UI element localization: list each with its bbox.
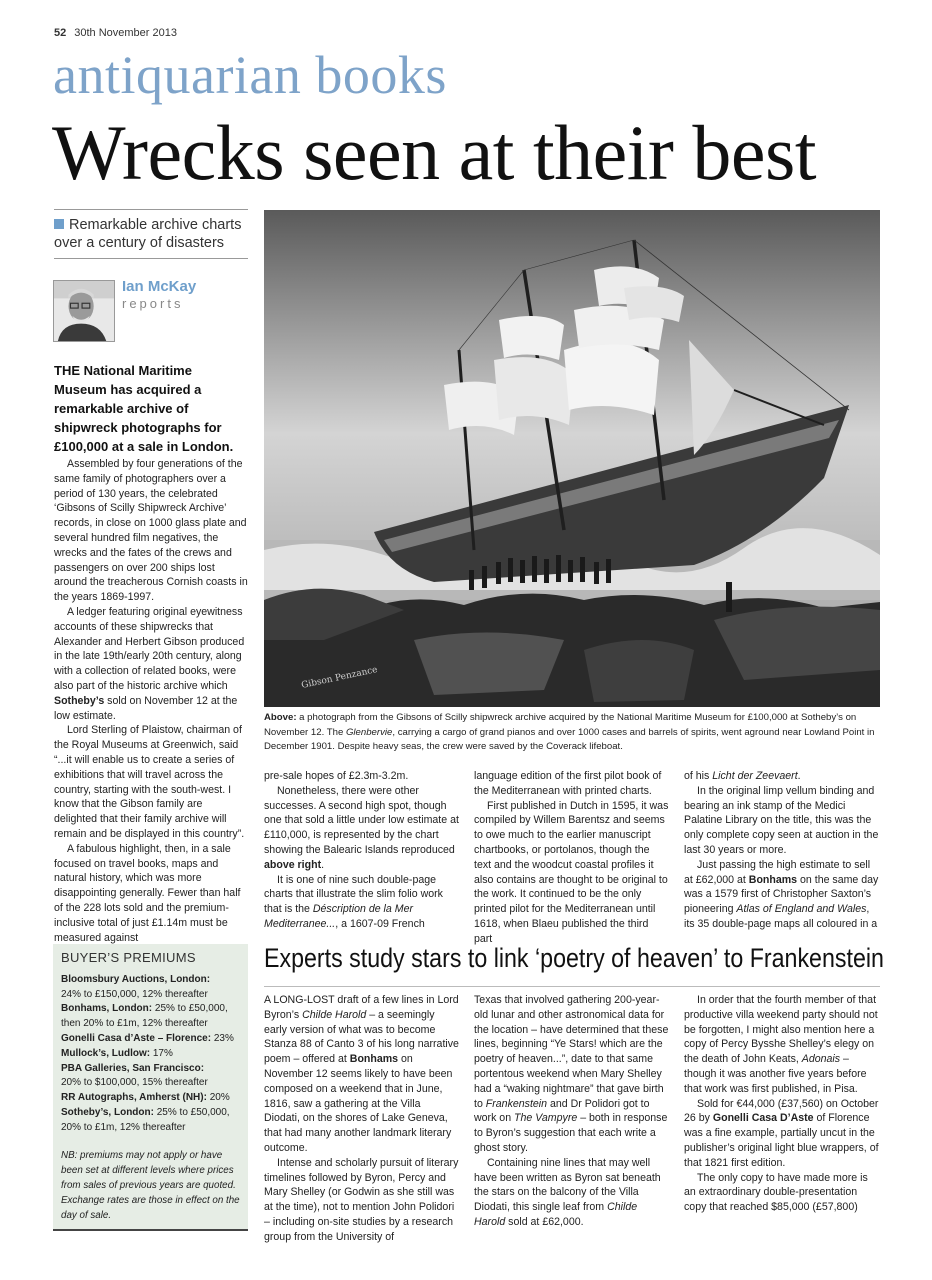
paragraph: In the original limp vellum binding and bearing an ink stamp of the Medici Palatine Library on the title, this was the only complete copy seen at auction in the last 30 years or more. — [684, 784, 879, 856]
standfirst-text: Remarkable archive charts over a century of disasters — [54, 217, 242, 251]
paragraph: Assembled by four generations of the same family of photographers over a period of 130 years, the celebrated ‘Gibsons of Scilly Shipwreck Archive’ records, in close on 1000 glass plate and several hundred film negatives, the wrecks and the fates of the crews and passengers on over 200 ships lost around the treacherous Cornish coasts in the years 1869-1997. — [54, 458, 248, 604]
paragraph: Intense and scholarly pursuit of literary timelines followed by Byron, Percy and Mary Shelley (or Godwin as she still was at the time), not to mention John Polidori – including on-site studies by a research group from the University of — [264, 1156, 459, 1243]
premium-item: Bonhams, London: 25% to £50,000, then 20% to £1m, 12% thereafter — [61, 1003, 228, 1030]
paragraph: language edition of the first pilot book of the Mediterranean with printed charts. — [474, 770, 662, 797]
paragraph: Texas that involved gathering 200-year-old lunar and other astronomical data for the location – have determined that these lines, beginning “Ye Stars! which are the poetry of heaven...”, date to that same portentous weekend when Mary Shelley had a “waking nightmare” that gave birth to Frankenstein and Dr Polidori got to work on The Vampyre – both in response to Byron’s suggestion that each write a ghost story. — [474, 994, 669, 1154]
paragraph: pre-sale hopes of £2.3m-3.2m. — [264, 770, 409, 782]
paragraph: Nonetheless, there were other successes. A second high spot, though one that sold a little under low estimate at £110,000, is represented by the chart showing the Balearic Islands reproduced above right. — [264, 784, 459, 871]
buyers-premiums-box — [53, 944, 248, 1231]
author-role: reports — [122, 296, 184, 311]
issue-date: 30th November 2013 — [74, 27, 177, 39]
paragraph: A LONG-LOST draft of a few lines in Lord Byron’s Childe Harold – a seemingly early version of what was to become Stanza 88 of Canto 3 of his long narrative poem – offered at Bonhams on November 12 seems likely to have been composed on a weekend that in June, 1816, saw a gathering at the Villa Diodati, on the shores of Lake Geneva, that had many another landmark literary outcome. — [264, 994, 459, 1154]
shipwreck-photo — [264, 210, 880, 707]
paragraph: Just passing the high estimate to sell at £62,000 at Bonhams on the same day was a 1579 first of Christopher Saxton’s pioneering Atlas of England and Wales, its 35 double-page maps all coloured in a — [684, 858, 879, 930]
paragraph: In order that the fourth member of that productive villa weekend party should not be forgotten, I might also mention here a copy of Percy Bysshe Shelley’s elegy on the death of John Keats, Adonais – though it was another five years before that work was first published, in Pisa. — [684, 994, 878, 1095]
premium-item: RR Autographs, Amherst (NH): 20% — [61, 1092, 230, 1104]
premium-item: Mullock’s, Ludlow: 17% — [61, 1047, 173, 1059]
paragraph: Containing nine lines that may well have been written as Byron sat beneath the stars on the balcony of the Villa Diodati, this single leaf from Childe Harold sold at £62,000. — [474, 1156, 661, 1228]
photo-signature: Gibson Penzance — [300, 665, 379, 691]
article-column-3 — [474, 769, 669, 947]
page-number: 52 — [54, 27, 67, 39]
premium-item: PBA Galleries, San Francisco: 20% to $100,000, 15% thereafter — [61, 1062, 208, 1089]
paragraph: A ledger featuring original eyewitness accounts of these shipwrecks that Alexander and Herbert Gibson produced in the late 19th/early 20th century, along with a collection of related books, were also part of the historic archive which Sotheby’s sold on November 12 at the low estimate. — [54, 605, 245, 722]
divider — [264, 986, 880, 987]
folio-line — [54, 27, 177, 39]
premium-item: Sotheby’s, London: 25% to £50,000, 20% to £1m, 12% thereafter — [61, 1106, 230, 1133]
paragraph: First published in Dutch in 1595, it was compiled by Willem Barentsz and seems to owe much to the earlier manuscript chartbooks, or portolanos, though the text and the woodcut coastal profiles it also contains are thought to be original to the work. It continued to be the only printed pilot for the Mediterranean until 1618, when Blaeu published the third part — [474, 799, 669, 945]
author-photo — [53, 280, 115, 342]
lead-paragraph: THE National Maritime Museum has acquired a remarkable archive of shipwreck photographs for £100,000 at a sale in London. — [54, 363, 234, 454]
article-column-2 — [264, 769, 459, 932]
section-title: antiquarian books — [53, 45, 447, 105]
second-article-column-1 — [264, 993, 459, 1245]
blue-square-icon — [54, 219, 64, 229]
premiums-note: NB: premiums may not apply or have been set at different levels where prices from sales of previous years are quoted. Exchange rates are those in effect on the day of sale. — [61, 1149, 240, 1221]
premium-item: Gonelli Casa d’Aste – Florence: 23% — [61, 1032, 234, 1044]
paragraph: of his Licht der Zeevaert. — [684, 770, 801, 782]
paragraph: It is one of nine such double-page charts that illustrate the slim folio work that is the Déscription de la Mer Mediterranee..., a 1607-09 French — [264, 873, 443, 930]
article-column-4 — [684, 769, 879, 932]
premium-item: Bloomsbury Auctions, London: 24% to £150,000, 12% thereafter — [61, 973, 211, 1000]
author-name: Ian McKay — [122, 278, 197, 295]
standfirst — [54, 209, 248, 252]
paragraph: The only copy to have made more is an extraordinary double-presentation copy that reached $85,000 (£57,800) — [684, 1171, 868, 1214]
divider — [54, 258, 248, 259]
box-title: BUYER’S PREMIUMS — [61, 950, 196, 965]
photo-caption: Above: a photograph from the Gibsons of Scilly shipwreck archive acquired by the National Maritime Museum for £100,000 at Sotheby’s on November 12. The Glenbervie, carrying a cargo of grand pianos and over 1000 cases and barrels of spirits, went aground near Lowland Point in December 1901. Despite heavy seas, the crew were saved by the Coverack lifeboat. — [264, 712, 875, 752]
paragraph: A fabulous highlight, then, in a sale focused on travel books, maps and natural history, which was more disappointing generally. Fewer than half of the 228 lots sold and the premium-inclusive total of just £1.14m must be measured against — [54, 842, 241, 944]
second-article-column-3 — [684, 993, 879, 1215]
headline: Wrecks seen at their best — [52, 109, 817, 196]
second-headline: Experts study stars to link ‘poetry of heaven’ to Frankenstein — [264, 943, 884, 973]
article-column-1 — [54, 457, 248, 945]
paragraph: Sold for €44,000 (£37,560) on October 26 by Gonelli Casa D’Aste of Florence was a fine example, partially uncut in the publisher’s original light blue wrappers, of that 1821 first edition. — [684, 1097, 879, 1169]
second-article-column-2 — [474, 993, 669, 1230]
paragraph: Lord Sterling of Plaistow, chairman of the Royal Museums at Greenwich, said “...it will enable us to create a series of exhibitions that will travel across the country, starting with the south-west. I know that the Gibson family are delighted that their family archive will remain and be displayed in this country”. — [54, 724, 245, 840]
